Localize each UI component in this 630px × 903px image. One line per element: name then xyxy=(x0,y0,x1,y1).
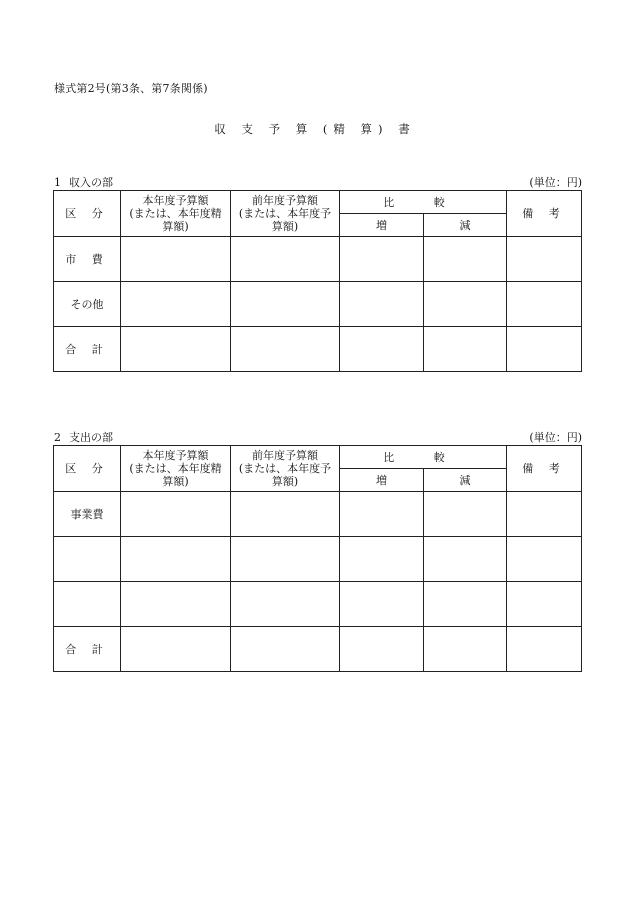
expense-cell-decrease[interactable] xyxy=(424,537,507,582)
expense-current-budget-header xyxy=(121,446,231,492)
table-row xyxy=(54,282,582,327)
income-section-title xyxy=(54,174,113,190)
expense-section-title xyxy=(54,429,113,445)
income-prior-budget-header xyxy=(231,191,340,237)
expense-cell-current-budget[interactable] xyxy=(121,492,231,537)
document-title: 収 支 予 算 (精 算) 書 xyxy=(214,122,416,136)
income-cell-decrease[interactable] xyxy=(424,327,507,372)
table-row xyxy=(54,492,582,537)
expense-section-header xyxy=(54,429,582,445)
expense-prior-budget-line2: (または、本年度予 xyxy=(238,462,332,475)
income-cell-prior-budget[interactable] xyxy=(231,237,340,282)
expense-header-row xyxy=(54,446,582,469)
income-current-budget-line3: 算額) xyxy=(162,220,189,233)
expense-comparison-header xyxy=(340,446,507,469)
expense-cell-decrease[interactable] xyxy=(424,582,507,627)
expense-cell-increase[interactable] xyxy=(340,537,424,582)
income-cell-increase[interactable] xyxy=(340,237,424,282)
expense-cell-current-budget[interactable] xyxy=(121,627,231,672)
income-row-label xyxy=(54,327,121,372)
table-row xyxy=(54,237,582,282)
income-category-header xyxy=(54,191,121,237)
table-row xyxy=(54,627,582,672)
income-comparison-label: 比 較 xyxy=(383,195,463,209)
expense-cell-decrease[interactable] xyxy=(424,627,507,672)
table-row xyxy=(54,537,582,582)
expense-cell-prior-budget[interactable] xyxy=(231,492,340,537)
table-row xyxy=(54,327,582,372)
income-decrease-label: 減 xyxy=(459,218,471,232)
income-current-budget-line2: (または、本年度精 xyxy=(129,207,222,220)
income-row-label xyxy=(54,282,121,327)
income-cell-current-budget[interactable] xyxy=(121,282,231,327)
income-cell-remarks[interactable] xyxy=(507,237,582,282)
expense-row-label[interactable] xyxy=(54,537,121,582)
expense-section-label: 支出の部 xyxy=(69,431,113,444)
income-row-other: その他 xyxy=(70,297,104,311)
expense-cell-increase[interactable] xyxy=(340,492,424,537)
expense-cell-remarks[interactable] xyxy=(507,627,582,672)
form-number: 様式第2号(第3条、第7条関係) xyxy=(54,82,208,95)
income-current-budget-header xyxy=(121,191,231,237)
income-remarks-label: 備 考 xyxy=(522,207,566,220)
expense-decrease-header xyxy=(424,469,507,492)
income-cell-increase[interactable] xyxy=(340,282,424,327)
expense-cell-prior-budget[interactable] xyxy=(231,627,340,672)
income-increase-label: 増 xyxy=(376,218,387,232)
income-row-label xyxy=(54,237,121,282)
income-current-budget-line1: 本年度予算額 xyxy=(142,194,209,207)
income-table xyxy=(53,190,582,372)
expense-cell-increase[interactable] xyxy=(340,582,424,627)
table-row xyxy=(54,582,582,627)
income-row-total: 合 計 xyxy=(65,342,109,356)
income-remarks-header xyxy=(507,191,582,237)
expense-cell-decrease[interactable] xyxy=(424,492,507,537)
expense-prior-budget-line3: 算額) xyxy=(271,475,299,488)
expense-prior-budget-header xyxy=(231,446,340,492)
expense-prior-budget-line1: 前年度予算額 xyxy=(251,449,318,462)
expense-cell-prior-budget[interactable] xyxy=(231,582,340,627)
expense-increase-label: 増 xyxy=(376,473,387,487)
expense-decrease-label: 減 xyxy=(459,473,471,487)
expense-current-budget-line3: 算額) xyxy=(162,475,189,488)
income-cell-prior-budget[interactable] xyxy=(231,327,340,372)
income-prior-budget-line2: (または、本年度予 xyxy=(238,207,332,220)
income-unit-label: (単位：円) xyxy=(529,176,582,189)
income-cell-current-budget[interactable] xyxy=(121,237,231,282)
expense-remarks-label: 備 考 xyxy=(522,462,566,475)
expense-current-budget-line1: 本年度予算額 xyxy=(142,449,209,462)
income-row-city: 市 費 xyxy=(65,252,109,266)
income-cell-decrease[interactable] xyxy=(424,282,507,327)
expense-category-header xyxy=(54,446,121,492)
expense-cell-remarks[interactable] xyxy=(507,492,582,537)
income-cell-current-budget[interactable] xyxy=(121,327,231,372)
expense-table xyxy=(53,445,582,672)
expense-cell-prior-budget[interactable] xyxy=(231,537,340,582)
income-prior-budget-line1: 前年度予算額 xyxy=(251,194,318,207)
expense-cell-remarks[interactable] xyxy=(507,537,582,582)
expense-cell-increase[interactable] xyxy=(340,627,424,672)
expense-row-total: 合 計 xyxy=(65,642,109,656)
income-increase-header xyxy=(340,214,424,237)
expense-row-project: 事業費 xyxy=(70,507,104,521)
expense-comparison-label: 比 較 xyxy=(383,450,463,464)
income-section-header xyxy=(54,174,582,190)
expense-cell-remarks[interactable] xyxy=(507,582,582,627)
income-section-label: 収入の部 xyxy=(69,176,113,189)
expense-remarks-header xyxy=(507,446,582,492)
income-cell-increase[interactable] xyxy=(340,327,424,372)
expense-row-label[interactable] xyxy=(54,582,121,627)
income-comparison-header xyxy=(340,191,507,214)
income-cell-decrease[interactable] xyxy=(424,237,507,282)
income-category-header-label: 区 分 xyxy=(65,207,109,220)
income-cell-prior-budget[interactable] xyxy=(231,282,340,327)
income-cell-remarks[interactable] xyxy=(507,327,582,372)
expense-unit-label: (単位：円) xyxy=(529,431,582,444)
expense-increase-header xyxy=(340,469,424,492)
income-section-number: 1 xyxy=(54,176,61,189)
income-prior-budget-line3: 算額) xyxy=(271,220,299,233)
expense-cell-current-budget[interactable] xyxy=(121,537,231,582)
expense-row-label xyxy=(54,627,121,672)
income-header-row xyxy=(54,191,582,214)
expense-current-budget-line2: (または、本年度精 xyxy=(129,462,222,475)
expense-row-label xyxy=(54,492,121,537)
expense-cell-current-budget[interactable] xyxy=(121,582,231,627)
income-decrease-header xyxy=(424,214,507,237)
expense-section-number: 2 xyxy=(54,431,61,444)
expense-category-header-label: 区 分 xyxy=(65,462,109,475)
income-cell-remarks[interactable] xyxy=(507,282,582,327)
